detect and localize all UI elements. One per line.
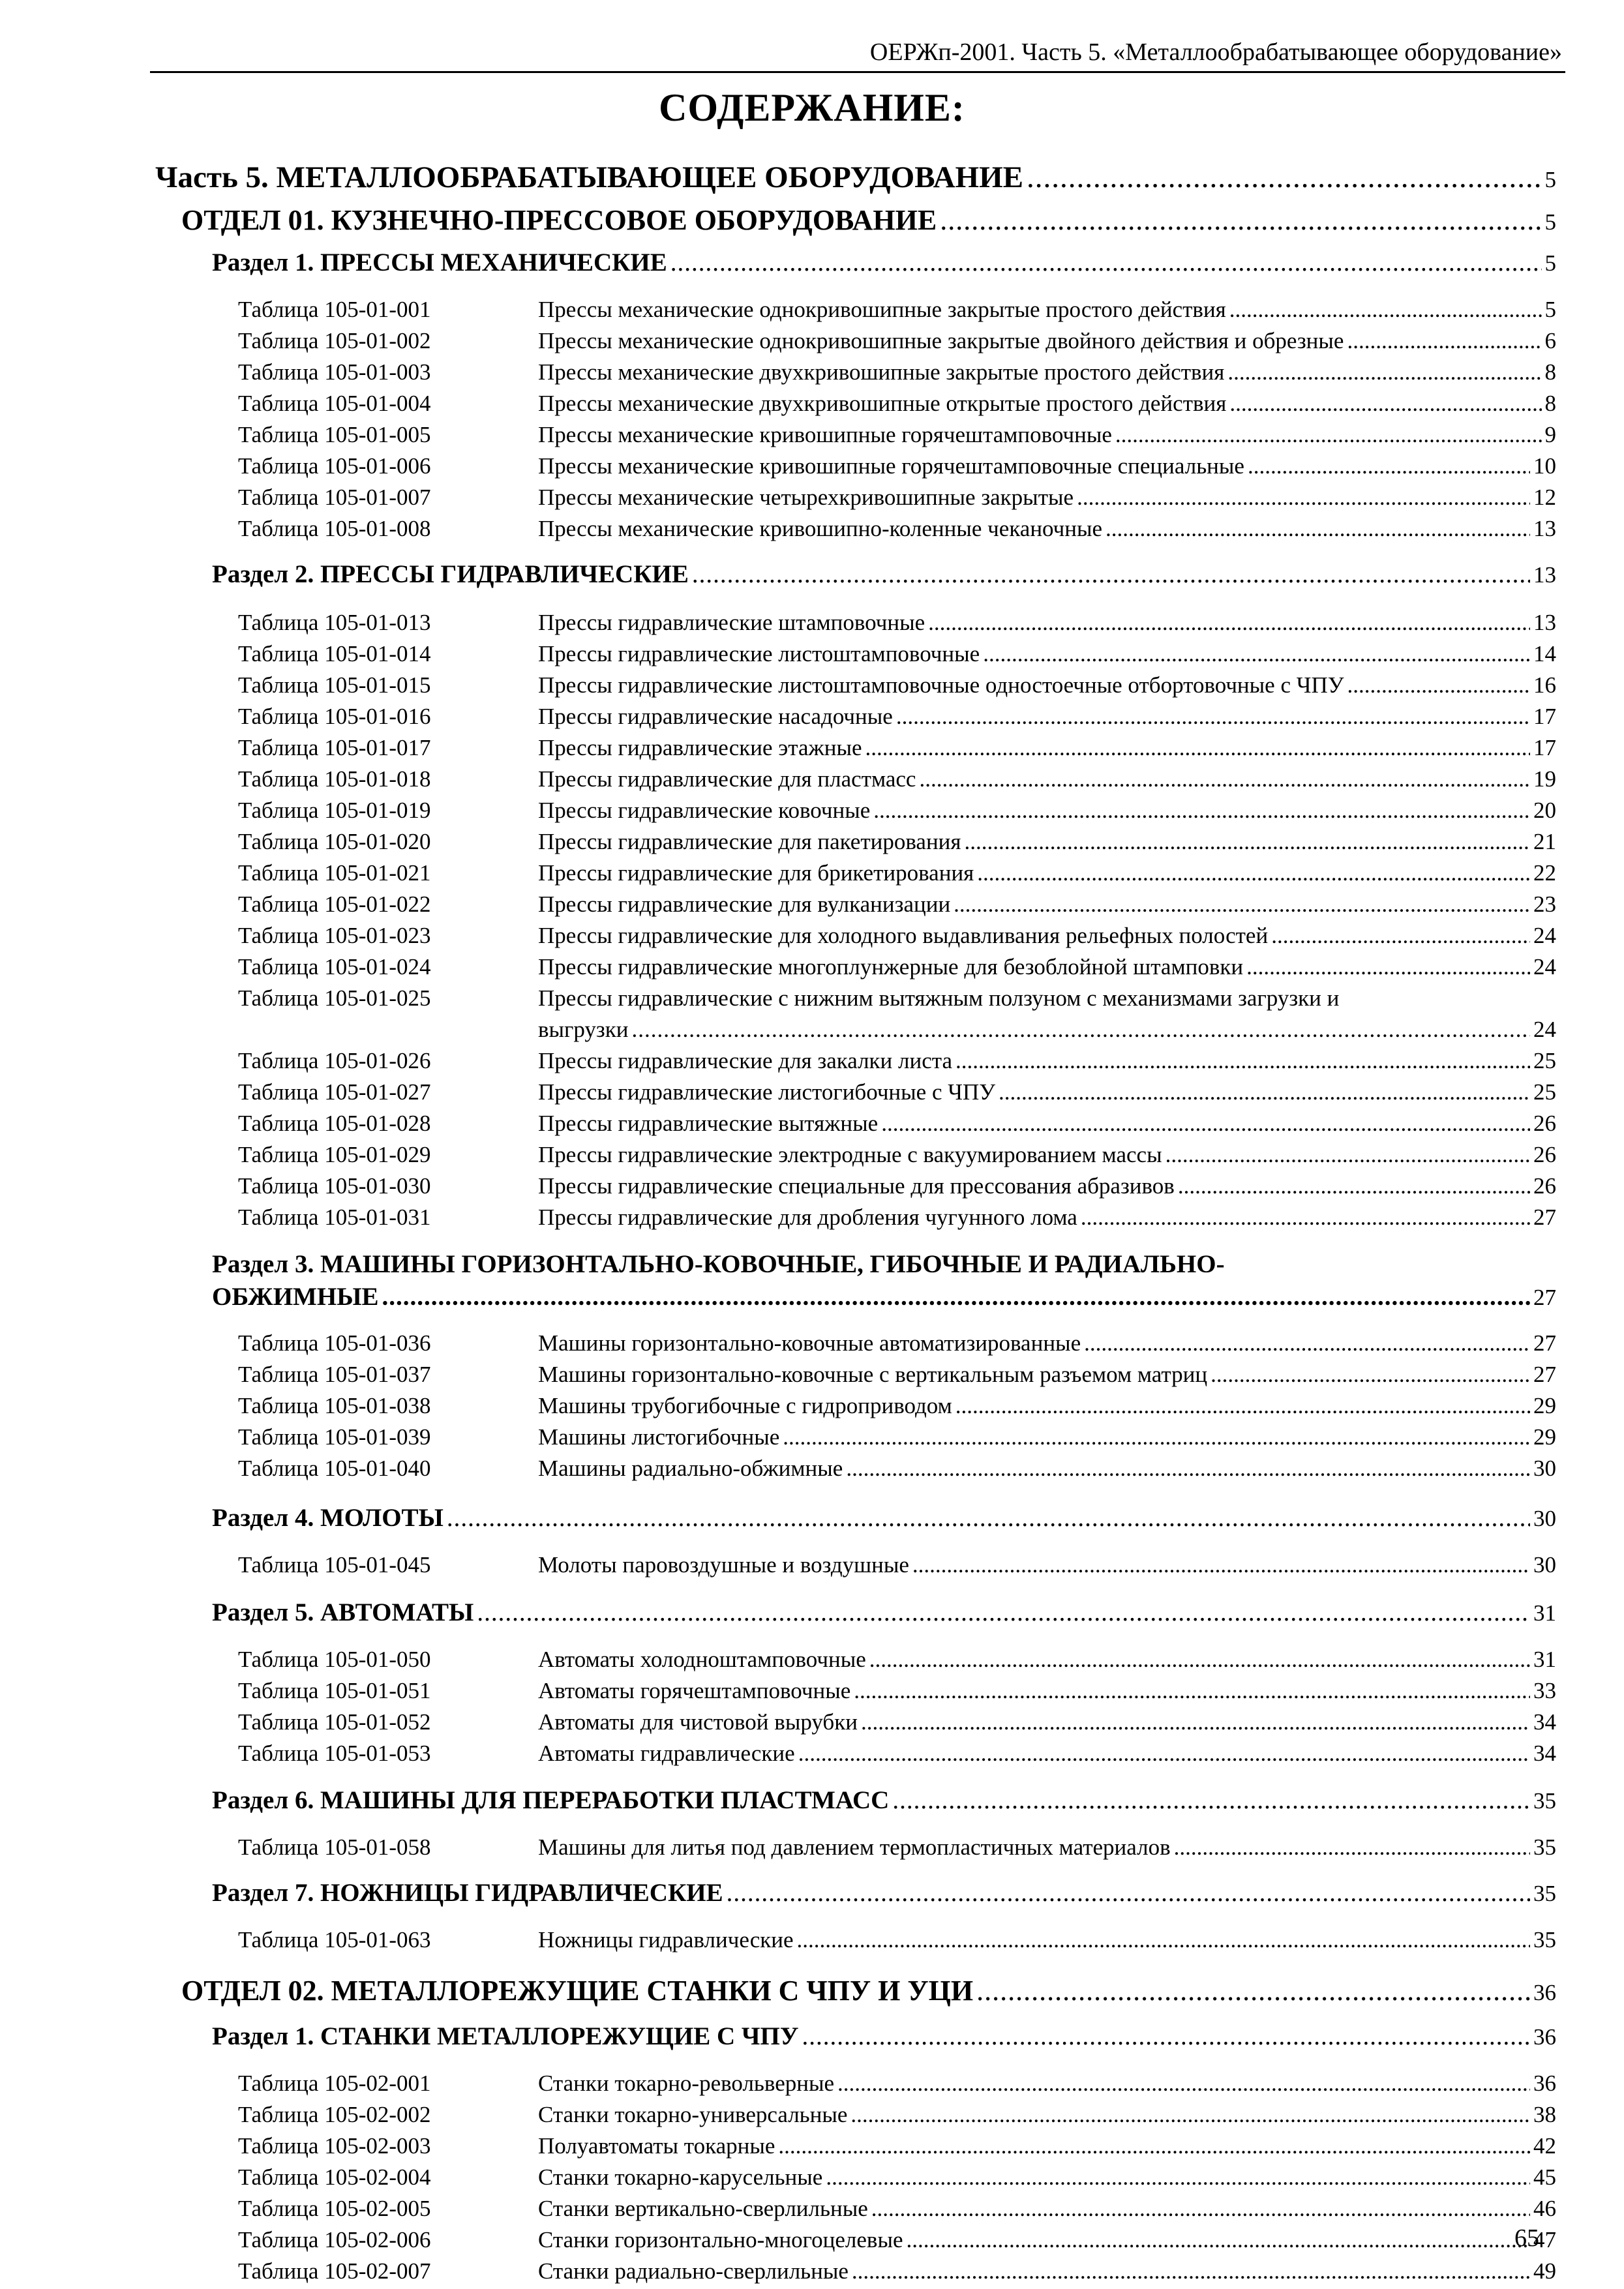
table-number: Таблица 105-02-002 [238, 2102, 431, 2127]
toc-part-entry [155, 160, 1556, 195]
entry-page-number: 13 [1533, 562, 1556, 588]
dot-leader [873, 798, 1530, 824]
entry-title: Прессы гидравлические для пластмасс [538, 766, 916, 792]
table-number: Таблица 105-01-017 [238, 735, 431, 760]
dot-leader [837, 2071, 1530, 2097]
entry-title: Прессы механические четырехкривошипные закрытые [538, 485, 1074, 510]
entry-page-number: 26 [1533, 1111, 1556, 1136]
entry-page-number: 30 [1533, 1456, 1556, 1481]
toc-razd-entry [212, 1598, 1556, 1627]
toc-otd-entry [181, 203, 1556, 237]
toc-tab-entry [238, 672, 1556, 698]
dot-leader [919, 766, 1530, 792]
toc-tab-entry [238, 1927, 1556, 1953]
entry-page-number: 27 [1533, 1362, 1556, 1387]
entry-page-number: 13 [1533, 610, 1556, 635]
entry-title: Прессы механические кривошипные горячештамповочные [538, 422, 1112, 447]
entry-title: Прессы гидравлические насадочные [538, 704, 893, 729]
entry-page-number: 29 [1533, 1424, 1556, 1450]
table-number: Таблица 105-01-024 [238, 954, 431, 980]
entry-title: Прессы гидравлические ковочные [538, 798, 871, 823]
table-number: Таблица 105-01-018 [238, 766, 431, 792]
toc-tab-entry [238, 1647, 1556, 1673]
entry-title: Машины горизонтально-ковочные с вертикальным разъемом матриц [538, 1362, 1208, 1387]
table-number: Таблица 105-01-023 [238, 923, 431, 948]
entry-title: Станки радиально-сверлильные [538, 2258, 849, 2284]
dot-leader [1105, 516, 1530, 542]
dot-leader [1115, 422, 1542, 448]
toc-razd-wrap1-entry [212, 1249, 1556, 1279]
toc-tab-entry [238, 2102, 1556, 2128]
table-number: Таблица 105-02-003 [238, 2133, 431, 2159]
entry-page-number: 23 [1533, 891, 1556, 917]
entry-page-number: 30 [1533, 1552, 1556, 1578]
toc-tab-entry [238, 860, 1556, 886]
table-number: Таблица 105-01-020 [238, 829, 431, 854]
toc-tab-entry [238, 766, 1556, 792]
entry-page-number: 35 [1533, 1834, 1556, 1860]
table-number: Таблица 105-01-022 [238, 891, 431, 917]
entry-page-number: 34 [1533, 1709, 1556, 1735]
dot-leader [928, 610, 1530, 636]
entry-page-number: 45 [1533, 2164, 1556, 2190]
table-number: Таблица 105-01-008 [238, 516, 431, 541]
entry-page-number: 5 [1544, 250, 1556, 276]
entry-page-number: 25 [1533, 1048, 1556, 1073]
dot-leader [797, 1927, 1530, 1953]
entry-page-number: 36 [1533, 2071, 1556, 2096]
entry-page-number: 34 [1533, 1741, 1556, 1766]
toc-tab-entry [238, 1048, 1556, 1074]
table-number: Таблица 105-01-006 [238, 453, 431, 479]
entry-title: Прессы гидравлические штамповочные [538, 610, 925, 635]
toc-tab-entry [238, 891, 1556, 918]
dot-leader [852, 2258, 1530, 2284]
dot-leader [1174, 1834, 1530, 1861]
dot-leader [1081, 1204, 1530, 1231]
table-number: Таблица 105-01-021 [238, 860, 431, 886]
toc-tab-entry [238, 453, 1556, 479]
toc-razd-entry [212, 1503, 1556, 1533]
toc-tab-entry [238, 2071, 1556, 2097]
entry-title: Машины трубогибочные с гидроприводом [538, 1393, 952, 1418]
entry-title: Прессы гидравлические для закалки листа [538, 1048, 953, 1073]
toc-otd-entry [181, 1974, 1556, 2007]
table-number: Таблица 105-02-001 [238, 2071, 431, 2096]
entry-page-number: 12 [1533, 485, 1556, 510]
dot-leader [871, 2196, 1530, 2222]
entry-page-number: 27 [1533, 1204, 1556, 1230]
entry-page-number: 8 [1544, 359, 1556, 385]
toc-tab-entry [238, 1111, 1556, 1137]
running-title: ОЕРЖп-2001. Часть 5. «Металлообрабатывающее оборудование» [869, 38, 1562, 66]
toc-razd-entry [212, 2022, 1556, 2051]
toc-razd-entry [212, 248, 1556, 277]
entry-page-number: 8 [1544, 391, 1556, 416]
entry-title: выгрузки [538, 1017, 629, 1042]
entry-page-number: 5 [1544, 167, 1556, 192]
dot-leader [881, 1111, 1530, 1137]
toc-tab-entry [238, 641, 1556, 667]
entry-title: Станки токарно-револьверные [538, 2071, 835, 2096]
table-number: Таблица 105-01-004 [238, 391, 431, 416]
toc-tab-entry [238, 1079, 1556, 1105]
table-number: Таблица 105-01-050 [238, 1647, 431, 1672]
entry-title: Прессы механические двухкривошипные открытые простого действия [538, 391, 1227, 416]
table-number: Таблица 105-01-040 [238, 1456, 431, 1481]
table-number: Таблица 105-02-006 [238, 2227, 431, 2252]
dot-leader [1027, 160, 1542, 195]
toc-tab-entry [238, 1741, 1556, 1767]
dot-leader [999, 1079, 1530, 1105]
page-title: СОДЕРЖАНИЕ: [659, 86, 965, 129]
table-number: Таблица 105-01-045 [238, 1552, 431, 1578]
toc-tab-entry [238, 610, 1556, 636]
entry-page-number: 31 [1533, 1600, 1556, 1626]
entry-title: Прессы механические однокривошипные закрытые двойного действия и обрезные [538, 328, 1344, 353]
table-number: Таблица 105-01-015 [238, 672, 431, 698]
entry-title: Прессы механические кривошипно-коленные чеканочные [538, 516, 1103, 541]
dot-leader [846, 1456, 1530, 1482]
entry-title: Полуавтоматы токарные [538, 2133, 775, 2159]
entry-page-number: 5 [1544, 209, 1556, 235]
entry-page-number: 5 [1544, 297, 1556, 322]
toc-tab-entry [238, 1424, 1556, 1450]
entry-page-number: 36 [1533, 2024, 1556, 2050]
dot-leader [983, 641, 1530, 667]
dot-leader [965, 829, 1530, 855]
toc-tab-entry [238, 359, 1556, 385]
dot-leader [954, 891, 1530, 918]
table-number: Таблица 105-01-013 [238, 610, 431, 635]
dot-leader [783, 1424, 1530, 1450]
dot-leader [955, 1048, 1530, 1074]
dot-leader [896, 704, 1530, 730]
toc-tab-entry [238, 1678, 1556, 1704]
table-number: Таблица 105-01-037 [238, 1362, 431, 1387]
table-number: Таблица 105-01-038 [238, 1393, 431, 1418]
entry-page-number: 25 [1533, 1079, 1556, 1105]
entry-title: Станки токарно-универсальные [538, 2102, 848, 2127]
table-number: Таблица 105-01-025 [238, 985, 431, 1011]
table-number: Таблица 105-02-007 [238, 2258, 431, 2284]
entry-title: Прессы гидравлические для дробления чугунного лома [538, 1204, 1077, 1230]
entry-page-number: 27 [1533, 1330, 1556, 1356]
toc-wrap1-entry [238, 985, 1556, 1011]
entry-page-number: 46 [1533, 2196, 1556, 2221]
toc-wrap2-entry [538, 1017, 1556, 1043]
toc-tab-entry [238, 1330, 1556, 1356]
table-number: Таблица 105-01-026 [238, 1048, 431, 1073]
entry-page-number: 29 [1533, 1393, 1556, 1418]
entry-title: Раздел 2. ПРЕССЫ ГИДРАВЛИЧЕСКИЕ [212, 560, 689, 588]
toc-tab-entry [238, 2133, 1556, 2159]
entry-title: ОТДЕЛ 02. МЕТАЛЛОРЕЖУЩИЕ СТАНКИ С ЧПУ И УЦИ [181, 1975, 974, 2007]
toc-tab-entry [238, 1204, 1556, 1231]
dot-leader [976, 1974, 1530, 2007]
dot-leader [727, 1878, 1530, 1908]
dot-leader [854, 1678, 1530, 1704]
entry-page-number: 21 [1533, 829, 1556, 854]
entry-title: Автоматы горячештамповочные [538, 1678, 851, 1703]
dot-leader [1165, 1142, 1530, 1168]
entry-title: Раздел 3. МАШИНЫ ГОРИЗОНТАЛЬНО-КОВОЧНЫЕ, ГИБОЧНЫЕ И РАДИАЛЬНО- [212, 1250, 1225, 1278]
entry-page-number: 24 [1533, 923, 1556, 948]
entry-title: Прессы гидравлические листогибочные с ЧПУ [538, 1079, 996, 1105]
toc-tab-entry [238, 829, 1556, 855]
toc-tab-entry [238, 1834, 1556, 1861]
entry-title: Прессы гидравлические специальные для прессования абразивов [538, 1173, 1175, 1199]
entry-title: Прессы гидравлические многоплунжерные для безоблойной штамповки [538, 954, 1244, 980]
dot-leader [955, 1393, 1530, 1419]
toc-tab-entry [238, 328, 1556, 354]
toc-tab-entry [238, 735, 1556, 761]
entry-page-number: 38 [1533, 2102, 1556, 2127]
table-number: Таблица 105-01-052 [238, 1709, 431, 1735]
entry-page-number: 24 [1533, 954, 1556, 980]
toc-tab-entry [238, 1362, 1556, 1388]
table-number: Таблица 105-01-058 [238, 1834, 431, 1860]
dot-leader [670, 248, 1542, 277]
toc-tab-entry [238, 391, 1556, 417]
table-number: Таблица 105-01-036 [238, 1330, 431, 1356]
entry-title: Прессы механические двухкривошипные закрытые простого действия [538, 359, 1225, 385]
entry-page-number: 13 [1533, 516, 1556, 541]
entry-title: Прессы гидравлические вытяжные [538, 1111, 879, 1136]
dot-leader [940, 203, 1541, 237]
dot-leader [861, 1709, 1530, 1735]
entry-page-number: 17 [1533, 735, 1556, 760]
table-number: Таблица 105-02-004 [238, 2164, 431, 2190]
entry-page-number: 31 [1533, 1647, 1556, 1672]
dot-leader [892, 1786, 1530, 1815]
entry-page-number: 27 [1533, 1285, 1556, 1310]
dot-leader [632, 1017, 1531, 1043]
entry-title: Прессы гидравлические этажные [538, 735, 862, 760]
table-number: Таблица 105-01-053 [238, 1741, 431, 1766]
toc-tab-entry [238, 1393, 1556, 1419]
entry-title: Машины радиально-обжимные [538, 1456, 843, 1481]
table-number: Таблица 105-01-027 [238, 1079, 431, 1105]
dot-leader [1178, 1173, 1530, 1199]
entry-title: Машины листогибочные [538, 1424, 780, 1450]
entry-title: Раздел 1. ПРЕССЫ МЕХАНИЧЕСКИЕ [212, 248, 667, 277]
entry-title: Ножницы гидравлические [538, 1927, 794, 1952]
dot-leader [1229, 391, 1541, 417]
entry-title: ОБЖИМНЫЕ [212, 1283, 379, 1311]
table-number: Таблица 105-02-005 [238, 2196, 431, 2221]
entry-title: Прессы механические однокривошипные закрытые простого действия [538, 297, 1226, 322]
entry-page-number: 14 [1533, 641, 1556, 666]
toc-tab-entry [238, 516, 1556, 542]
entry-title: Раздел 7. НОЖНИЦЫ ГИДРАВЛИЧЕСКИЕ [212, 1879, 723, 1907]
dot-leader [692, 560, 1530, 589]
entry-title: Прессы гидравлические с нижним вытяжным ползуном с механизмами загрузки и [538, 985, 1340, 1011]
toc-tab-entry [238, 1552, 1556, 1578]
table-number: Таблица 105-01-014 [238, 641, 431, 666]
entry-title: Станки горизонтально-многоцелевые [538, 2227, 903, 2252]
toc-tab-entry [238, 2258, 1556, 2284]
entry-title: Машины горизонтально-ковочные автоматизированные [538, 1330, 1081, 1356]
dot-leader [1210, 1362, 1530, 1388]
table-number: Таблица 105-01-005 [238, 422, 431, 447]
table-number: Таблица 105-01-003 [238, 359, 431, 385]
entry-title: Прессы гидравлические электродные с вакуумированием массы [538, 1142, 1162, 1167]
toc-razd-entry [212, 1786, 1556, 1815]
entry-title: Раздел 4. МОЛОТЫ [212, 1504, 444, 1532]
dot-leader [869, 1647, 1530, 1673]
dot-leader [477, 1598, 1530, 1627]
dot-leader [382, 1282, 1531, 1311]
entry-title: Станки токарно-карусельные [538, 2164, 823, 2190]
entry-title: Автоматы холодноштамповочные [538, 1647, 866, 1672]
dot-leader [798, 1741, 1530, 1767]
dot-leader [907, 2227, 1530, 2253]
entry-page-number: 24 [1533, 1017, 1556, 1042]
entry-page-number: 20 [1533, 798, 1556, 823]
dot-leader [826, 2164, 1530, 2191]
dot-leader [1084, 1330, 1530, 1356]
toc-tab-entry [238, 704, 1556, 730]
toc-tab-entry [238, 923, 1556, 949]
table-number: Таблица 105-01-063 [238, 1927, 431, 1952]
entry-title: Станки вертикально-сверлильные [538, 2196, 868, 2221]
entry-page-number: 30 [1533, 1506, 1556, 1531]
entry-page-number: 35 [1533, 1788, 1556, 1814]
table-number: Таблица 105-01-016 [238, 704, 431, 729]
toc-tab-entry [238, 798, 1556, 824]
entry-title: Раздел 6. МАШИНЫ ДЛЯ ПЕРЕРАБОТКИ ПЛАСТМАСС [212, 1786, 890, 1814]
entry-title: Прессы гидравлические для вулканизации [538, 891, 951, 917]
toc-razd-entry [212, 1878, 1556, 1908]
dot-leader [1246, 954, 1530, 980]
entry-title: Прессы гидравлические листоштамповочные одностоечные отбортовочные с ЧПУ [538, 672, 1344, 698]
table-number: Таблица 105-01-029 [238, 1142, 431, 1167]
entry-page-number: 17 [1533, 704, 1556, 729]
dot-leader [865, 735, 1530, 761]
table-number: Таблица 105-01-031 [238, 1204, 431, 1230]
table-number: Таблица 105-01-001 [238, 297, 431, 322]
entry-title: Раздел 5. АВТОМАТЫ [212, 1598, 474, 1626]
entry-title: ОТДЕЛ 01. КУЗНЕЧНО-ПРЕССОВОЕ ОБОРУДОВАНИЕ [181, 204, 937, 236]
dot-leader [850, 2102, 1530, 2128]
table-number: Таблица 105-01-007 [238, 485, 431, 510]
toc-tab-entry [238, 2227, 1556, 2253]
entry-page-number: 35 [1533, 1881, 1556, 1906]
entry-page-number: 49 [1533, 2258, 1556, 2284]
dot-leader [1227, 359, 1541, 385]
toc-tab-entry [238, 422, 1556, 448]
entry-title: Прессы гидравлические для брикетирования [538, 860, 974, 886]
table-number: Таблица 105-01-019 [238, 798, 431, 823]
entry-title: Автоматы для чистовой вырубки [538, 1709, 858, 1735]
dot-leader [778, 2133, 1530, 2159]
table-number: Таблица 105-01-051 [238, 1678, 431, 1703]
entry-title: Молоты паровоздушные и воздушные [538, 1552, 909, 1578]
dot-leader [1271, 923, 1530, 949]
dot-leader [447, 1503, 1530, 1533]
toc-razd-wrap2-entry [212, 1282, 1556, 1311]
toc-tab-entry [238, 954, 1556, 980]
table-number: Таблица 105-01-028 [238, 1111, 431, 1136]
entry-page-number: 19 [1533, 766, 1556, 792]
dot-leader [912, 1552, 1530, 1578]
toc-tab-entry [238, 1709, 1556, 1735]
toc-tab-entry [238, 1456, 1556, 1482]
entry-title: Машины для литья под давлением термопластичных материалов [538, 1834, 1171, 1860]
dot-leader [1229, 297, 1542, 323]
dot-leader [1077, 485, 1530, 511]
running-header [150, 39, 1565, 73]
entry-title: Часть 5. МЕТАЛЛООБРАБАТЫВАЮЩЕЕ ОБОРУДОВАНИЕ [155, 160, 1023, 194]
table-number: Таблица 105-01-002 [238, 328, 431, 353]
toc-tab-entry [238, 2164, 1556, 2191]
table-number: Таблица 105-01-039 [238, 1424, 431, 1450]
toc-tab-entry [238, 485, 1556, 511]
entry-page-number: 47 [1533, 2227, 1556, 2252]
entry-page-number: 9 [1544, 422, 1556, 447]
entry-page-number: 35 [1533, 1927, 1556, 1952]
dot-leader [977, 860, 1530, 886]
dot-leader [1248, 453, 1530, 479]
dot-leader [1347, 672, 1530, 698]
page-number: 65 [1514, 2224, 1539, 2252]
entry-page-number: 42 [1533, 2133, 1556, 2159]
entry-page-number: 36 [1533, 1980, 1556, 2005]
toc-tab-entry [238, 2196, 1556, 2222]
toc-tab-entry [238, 1173, 1556, 1199]
toc-tab-entry [238, 1142, 1556, 1168]
toc-razd-entry [212, 560, 1556, 589]
entry-page-number: 26 [1533, 1142, 1556, 1167]
entry-title: Прессы гидравлические для пакетирования [538, 829, 961, 854]
entry-page-number: 16 [1533, 672, 1556, 698]
toc-tab-entry [238, 297, 1556, 323]
entry-title: Прессы гидравлические для холодного выдавливания рельефных полостей [538, 923, 1269, 948]
entry-title: Автоматы гидравлические [538, 1741, 795, 1766]
dot-leader [1347, 328, 1541, 354]
entry-title: Раздел 1. СТАНКИ МЕТАЛЛОРЕЖУЩИЕ С ЧПУ [212, 2022, 799, 2050]
entry-title: Прессы механические кривошипные горячештамповочные специальные [538, 453, 1244, 479]
entry-page-number: 33 [1533, 1678, 1556, 1703]
dot-leader [802, 2022, 1530, 2051]
entry-page-number: 10 [1533, 453, 1556, 479]
entry-page-number: 22 [1533, 860, 1556, 886]
entry-title: Прессы гидравлические листоштамповочные [538, 641, 980, 666]
entry-page-number: 6 [1544, 328, 1556, 353]
table-number: Таблица 105-01-030 [238, 1173, 431, 1199]
entry-page-number: 26 [1533, 1173, 1556, 1199]
